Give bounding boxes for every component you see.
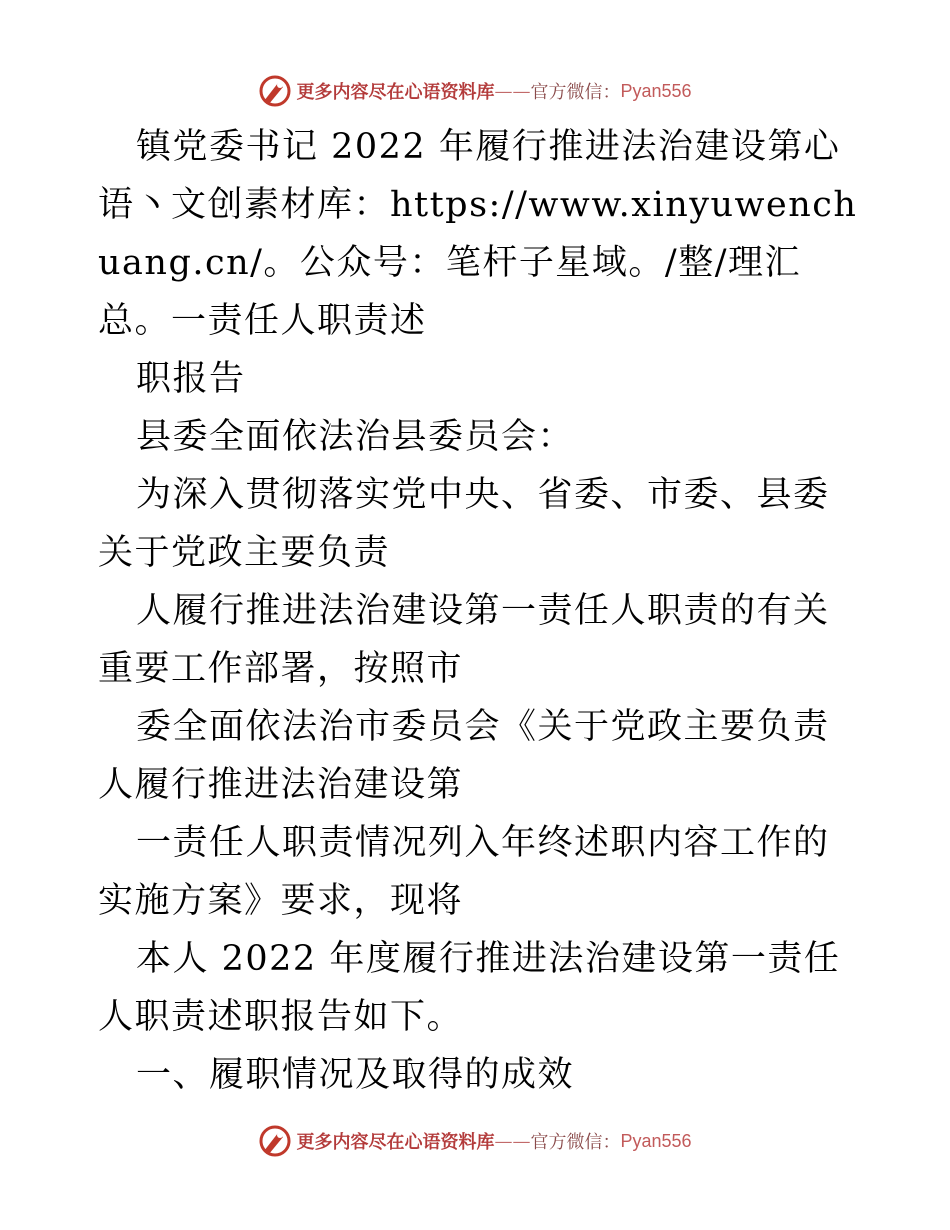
pen-in-circle-icon: [258, 1124, 292, 1158]
paragraph: 镇党委书记 2022 年履行推进法治建设第心语丶文创素材库：https://www.xinyuwenchuang.cn/。公众号：笔杆子星域。/整/理汇总。一责任人职责述: [98, 127, 858, 341]
paragraph: 为深入贯彻落实党中央、省委、市委、县委关于党政主要负责: [98, 475, 830, 573]
document-body: [98, 118, 858, 1104]
watermark-label: 官方微信：: [530, 82, 621, 103]
section-heading: 一、履职情况及取得的成效: [136, 1055, 575, 1095]
paragraph: 一责任人职责情况列入年终述职内容工作的实施方案》要求，现将: [98, 823, 830, 921]
paragraph: 职报告: [136, 359, 246, 399]
paragraph: 人履行推进法治建设第一责任人职责的有关重要工作部署，按照市: [98, 591, 830, 689]
watermark-dash: ——: [494, 80, 531, 102]
watermark-label: 官方微信：: [530, 1132, 621, 1153]
watermark-main-text: 更多内容尽在心语资料库: [296, 82, 495, 103]
paragraph: 县委全面依法治县委员会：: [136, 417, 575, 457]
paragraph: 委全面依法治市委员会《关于党政主要负责人履行推进法治建设第: [98, 707, 830, 805]
watermark-wechat-id: Pyan556: [620, 80, 692, 101]
watermark-dash: ——: [494, 1130, 531, 1152]
paragraph: 本人 2022 年度履行推进法治建设第一责任人职责述职报告如下。: [98, 939, 841, 1037]
watermark-main-text: 更多内容尽在心语资料库: [296, 1132, 495, 1153]
pen-in-circle-icon: [258, 74, 292, 108]
watermark-wechat-id: Pyan556: [620, 1130, 692, 1151]
footer-watermark: [0, 1121, 950, 1161]
header-watermark: [0, 71, 950, 111]
